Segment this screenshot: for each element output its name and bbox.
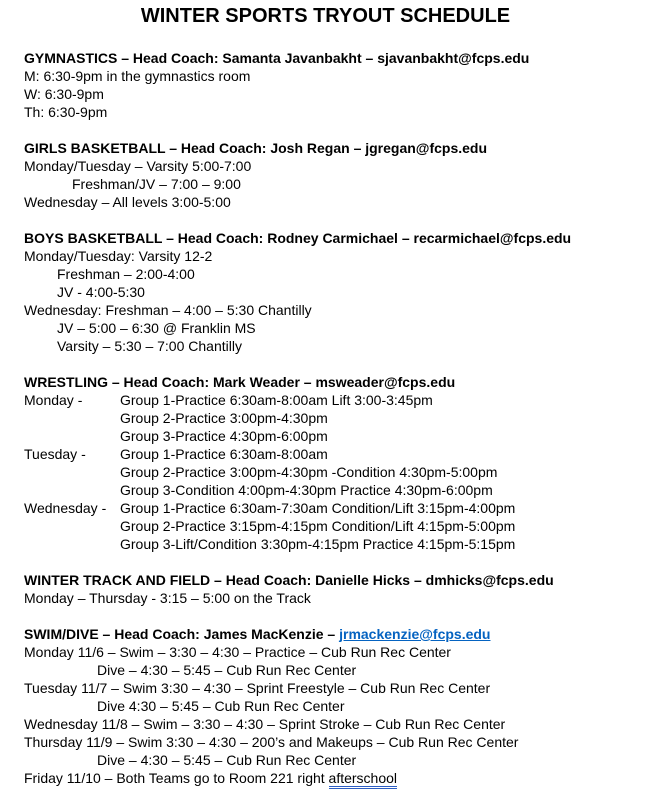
- group-text: Group 2-Practice 3:00pm-4:30pm -Condition 4:30pm-5:00pm: [120, 464, 498, 480]
- schedule-line: Thursday 11/9 – Swim 3:30 – 4:30 – 200’s and Makeups – Cub Run Rec Center: [24, 734, 519, 750]
- schedule-line: Dive 4:30 – 5:45 – Cub Run Rec Center: [97, 698, 345, 714]
- schedule-line: Th: 6:30-9pm: [24, 104, 108, 120]
- day-label: Tuesday -: [24, 446, 86, 462]
- section-header-text: SWIM/DIVE – Head Coach: James MacKenzie –: [24, 626, 340, 642]
- section-wrestling: [24, 373, 627, 553]
- section-swim-dive: [24, 625, 627, 787]
- group-text: Group 1-Practice 6:30am-7:30am Condition/Lift 3:15pm-4:00pm: [120, 500, 516, 516]
- schedule-line: W: 6:30-9pm: [24, 86, 104, 102]
- schedule-line: Wednesday 11/8 – Swim – 3:30 – 4:30 – Sprint Stroke – Cub Run Rec Center: [24, 716, 506, 732]
- section-header: WRESTLING – Head Coach: Mark Weader – msweader@fcps.edu: [24, 374, 456, 390]
- email-link[interactable]: jrmackenzie@fcps.edu: [339, 626, 491, 642]
- schedule-line: Wednesday: Freshman – 4:00 – 5:30 Chantilly: [24, 302, 312, 318]
- day-label: Wednesday -: [24, 500, 107, 516]
- section-header: [24, 625, 627, 643]
- schedule-line: Monday 11/6 – Swim – 3:30 – 4:30 – Practice – Cub Run Rec Center: [24, 644, 451, 660]
- group-text: Group 1-Practice 6:30am-8:00am Lift 3:00-3:45pm: [120, 392, 433, 408]
- schedule-line: Monday/Tuesday – Varsity 5:00-7:00: [24, 158, 252, 174]
- schedule-line: [24, 445, 627, 463]
- section-header: WINTER TRACK AND FIELD – Head Coach: Danielle Hicks – dmhicks@fcps.edu: [24, 572, 554, 588]
- group-text: Group 3-Practice 4:30pm-6:00pm: [120, 428, 328, 444]
- schedule-line: [24, 481, 627, 499]
- schedule-line: [24, 535, 627, 553]
- schedule-line: [24, 391, 627, 409]
- group-text: Group 2-Practice 3:15pm-4:15pm Condition/Lift 4:15pm-5:00pm: [120, 518, 516, 534]
- section-winter-track: [24, 571, 627, 607]
- schedule-line: Varsity – 5:30 – 7:00 Chantilly: [57, 338, 242, 354]
- grammar-flagged-word: afterschool: [329, 770, 397, 789]
- schedule-line: Wednesday – All levels 3:00-5:00: [24, 194, 231, 210]
- section-girls-basketball: [24, 139, 627, 211]
- schedule-line: Tuesday 11/7 – Swim 3:30 – 4:30 – Sprint Freestyle – Cub Run Rec Center: [24, 680, 491, 696]
- schedule-line: Monday – Thursday - 3:15 – 5:00 on the Track: [24, 590, 311, 606]
- schedule-line: [24, 517, 627, 535]
- group-text: Group 2-Practice 3:00pm-4:30pm: [120, 410, 328, 426]
- group-text: Group 3-Condition 4:00pm-4:30pm Practice 4:30pm-6:00pm: [120, 482, 493, 498]
- schedule-line: [24, 499, 627, 517]
- section-header: BOYS BASKETBALL – Head Coach: Rodney Carmichael – recarmichael@fcps.edu: [24, 230, 572, 246]
- day-label: Monday -: [24, 392, 83, 408]
- schedule-line: Freshman/JV – 7:00 – 9:00: [72, 176, 241, 192]
- schedule-line: [24, 769, 627, 787]
- group-text: Group 1-Practice 6:30am-8:00am: [120, 446, 328, 462]
- group-text: Group 3-Lift/Condition 3:30pm-4:15pm Practice 4:15pm-5:15pm: [120, 536, 516, 552]
- schedule-line: Dive – 4:30 – 5:45 – Cub Run Rec Center: [97, 662, 357, 678]
- schedule-line: Dive – 4:30 – 5:45 – Cub Run Rec Center: [97, 752, 357, 768]
- section-header: GYMNASTICS – Head Coach: Samanta Javanbakht – sjavanbakht@fcps.edu: [24, 50, 530, 66]
- section-header: GIRLS BASKETBALL – Head Coach: Josh Regan – jgregan@fcps.edu: [24, 140, 488, 156]
- page-title: WINTER SPORTS TRYOUT SCHEDULE: [140, 5, 511, 27]
- schedule-line: [24, 409, 627, 427]
- schedule-line: Monday/Tuesday: Varsity 12-2: [24, 248, 213, 264]
- schedule-line: Freshman – 2:00-4:00: [57, 266, 195, 282]
- schedule-line: JV – 5:00 – 6:30 @ Franklin MS: [57, 320, 256, 336]
- line-text: Friday 11/10 – Both Teams go to Room 221 right: [24, 770, 329, 786]
- section-gymnastics: [24, 49, 627, 121]
- schedule-line: JV - 4:00-5:30: [57, 284, 145, 300]
- schedule-line: M: 6:30-9pm in the gymnastics room: [24, 68, 251, 84]
- section-boys-basketball: [24, 229, 627, 355]
- schedule-line: [24, 463, 627, 481]
- schedule-line: [24, 427, 627, 445]
